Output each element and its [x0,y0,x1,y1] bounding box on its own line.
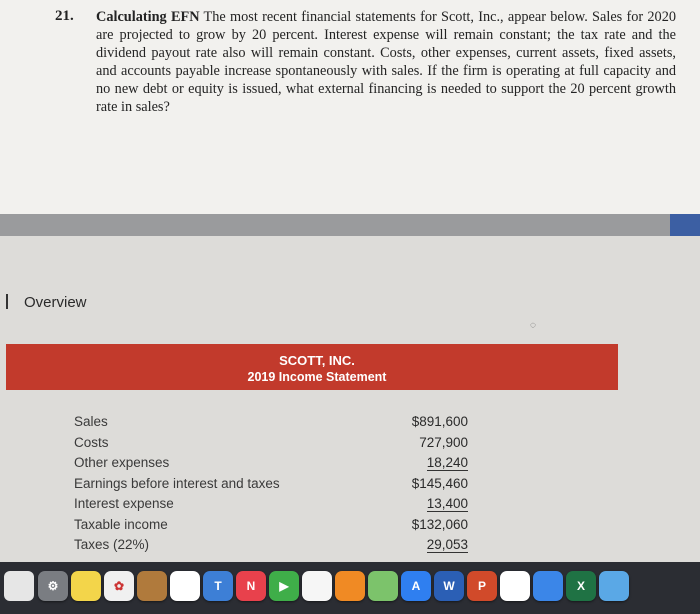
table-row [74,435,470,456]
contacts-icon[interactable] [137,571,167,601]
table-row [74,496,470,517]
table-row [74,476,470,497]
problem-title: Calculating EFN [96,9,200,25]
facetime-icon[interactable]: ▶ [269,571,299,601]
row-label: Sales [74,414,108,429]
window-divider [0,214,700,236]
books-icon[interactable] [335,571,365,601]
photos-icon[interactable]: ✿ [104,571,134,601]
keynote-icon[interactable]: T [203,571,233,601]
system-preferences-icon[interactable]: ⚙ [38,571,68,601]
row-value: $145,460 [411,475,468,491]
calendar-icon[interactable] [170,571,200,601]
finder-icon[interactable] [599,571,629,601]
maps-icon[interactable] [368,571,398,601]
chrome-icon[interactable] [500,571,530,601]
row-value: 13,400 [426,496,468,511]
overview-label: Overview [24,294,87,311]
row-value: 18,240 [426,455,468,470]
table-row [74,517,470,538]
row-value: 29,053 [426,537,468,552]
row-label: Taxable income [74,516,168,532]
row-value: $132,060 [411,516,468,532]
problem-body: The most recent financial statements for Scott, Inc., appear below. Sales for 2020 are projected to grow by 20 percent. Interest expense will remain constant; the tax rate and the dividend payout rate also will remain constant. Costs, other expenses, current assets, fixed assets, and accounts payable increase spontaneously with sales. If the firm is operating at full capacity and no new debt or equity is issued, what external financing is needed to support the 20 percent growth rate in sales? [96,9,676,115]
app-store-icon[interactable]: A [401,571,431,601]
table-row [74,414,470,435]
dock-left-app-icon[interactable] [4,571,34,601]
company-name: SCOTT, INC. [279,353,355,368]
safari-icon[interactable] [533,571,563,601]
excel-icon[interactable]: X [566,571,596,601]
row-label: Interest expense [74,496,174,511]
income-statement-table [74,414,470,558]
table-row [74,537,470,558]
textbook-problem [0,0,700,214]
assignment-panel [0,236,700,562]
row-label: Taxes (22%) [74,537,150,552]
word-icon[interactable]: W [434,571,464,601]
statement-title: 2019 Income Statement [247,370,387,384]
window-edge [670,214,700,236]
overview-bar-icon [6,294,8,309]
overview-tab[interactable] [6,294,87,311]
problem-text [96,8,676,116]
cursor-icon: ◌ [530,320,536,331]
row-label: Other expenses [74,455,170,470]
row-value: $891,600 [411,414,468,429]
row-label: Costs [74,434,109,450]
row-label: Earnings before interest and taxes [74,475,280,491]
notes-icon[interactable] [71,571,101,601]
row-value: 727,900 [419,434,468,450]
problem-number: 21. [55,8,74,24]
music-icon[interactable] [302,571,332,601]
dock [0,562,700,614]
table-row [74,455,470,476]
news-icon[interactable]: N [236,571,266,601]
statement-header [6,344,618,390]
powerpoint-icon[interactable]: P [467,571,497,601]
dock-items [38,568,629,608]
